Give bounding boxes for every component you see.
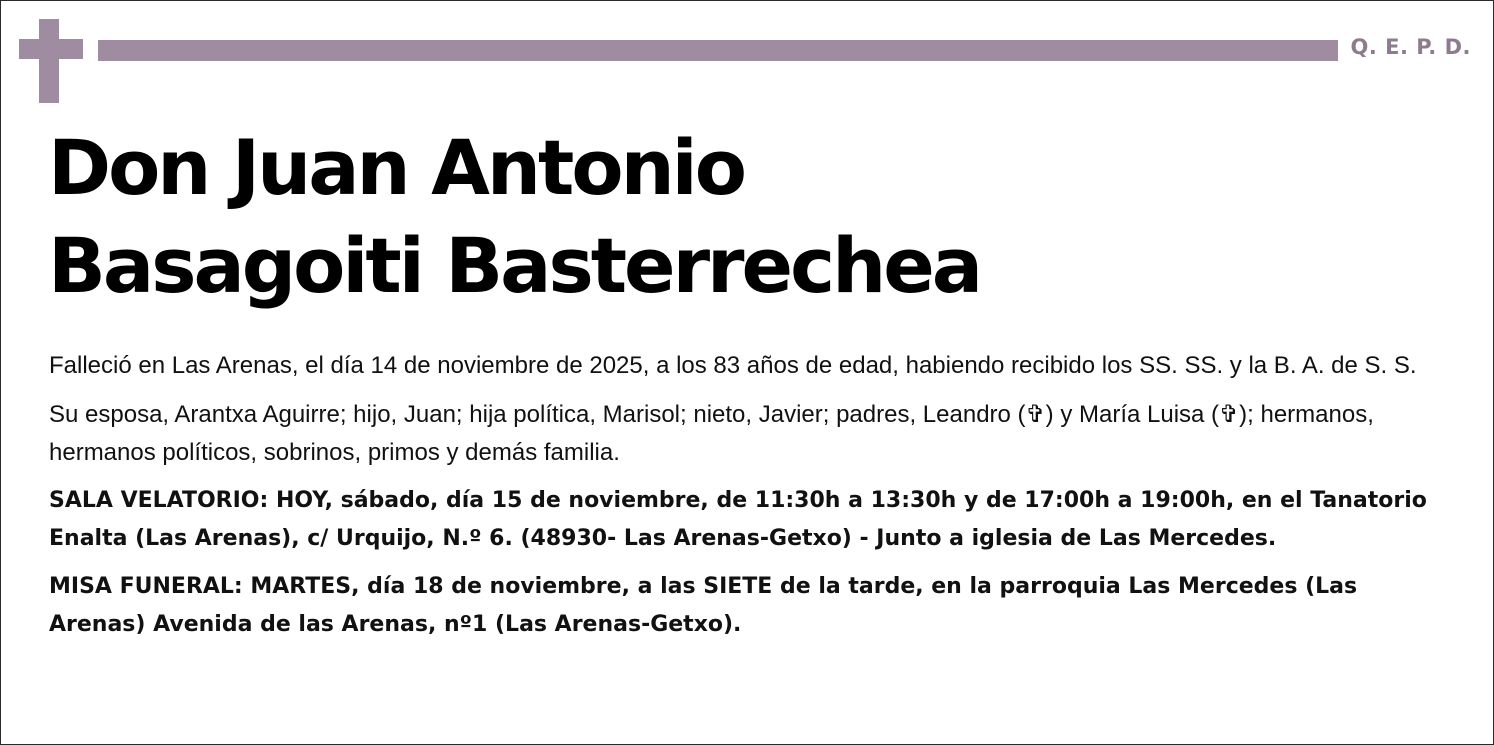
qepd-label: Q. E. P. D. [1350, 35, 1471, 59]
family-text-2: ) y María Luisa ( [1045, 401, 1220, 428]
family-text-1: Su esposa, Arantxa Aguirre; hijo, Juan; hija política, Marisol; nieto, Javier; padres, Leandro ( [49, 401, 1026, 428]
funeral-notice: MISA FUNERAL: MARTES, día 18 de noviembre, a las SIETE de la tarde, en la parroquia Las Mercedes (Las Arenas) Avenida de las Arenas, nº1 (Las Arenas-Getxo). [49, 574, 1358, 637]
obituary-body [49, 347, 1449, 654]
deceased-name-line-2: Basagoiti Basterrechea [48, 221, 981, 310]
family-text-3: ); hermanos, hermanos políticos, sobrinos, primos y demás familia. [49, 401, 1374, 466]
deceased-name-line-1: Don Juan Antonio [48, 123, 744, 212]
deceased-name [48, 119, 980, 315]
death-notice: Falleció en Las Arenas, el día 14 de noviembre de 2025, a los 83 años de edad, habiendo recibido los SS. SS. y la B. A. de S. S. [49, 352, 1417, 379]
header-rule [98, 40, 1338, 61]
family-notice [49, 395, 1449, 472]
cross-icon [19, 19, 83, 103]
cross-small-icon: ✞ [1025, 400, 1046, 428]
cross-small-icon: ✞ [1219, 400, 1240, 428]
wake-notice: SALA VELATORIO: HOY, sábado, día 15 de noviembre, de 11:30h a 13:30h y de 17:00h a 19:00h, en el Tanatorio Enalta (Las Arenas), c/ Urquijo, N.º 6. (48930- Las Arenas-Getxo) - Junto a iglesia de Las Mercedes. [49, 488, 1427, 551]
